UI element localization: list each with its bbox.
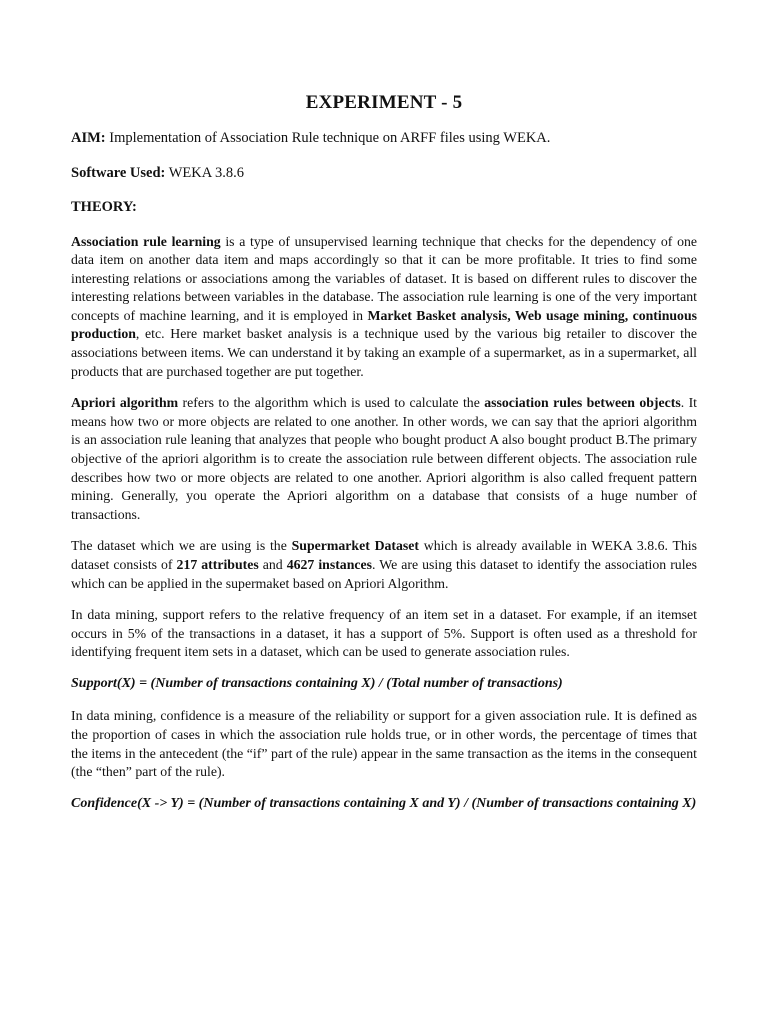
paragraph-association-rule-learning — [71, 233, 697, 382]
body-text: The dataset which we are using is the — [71, 538, 292, 554]
body-text: refers to the algorithm which is used to calculate the — [178, 395, 485, 411]
theory-heading-text: THEORY: — [71, 199, 137, 215]
bold-term: Association rule learning — [71, 233, 221, 249]
bold-term: 4627 instances — [286, 557, 372, 572]
aim-line — [71, 129, 697, 148]
document-page — [71, 92, 697, 827]
body-text: which is already available in WEKA 3.8.6. This dataset consists of — [71, 538, 697, 572]
software-label: Software Used: — [71, 164, 166, 181]
formula-support: Support(X) = (Number of transactions containing X) / (Total number of transactions) — [71, 675, 563, 691]
paragraph-dataset — [71, 537, 697, 593]
paragraph-support: In data mining, support refers to the relative frequency of an item set in a dataset. For example, if an itemset occurs in 5% of the transactions in a dataset, it has a support of 5%. Support is often used as a threshold for identifying frequent item sets in a dataset, which can be used to generate association rules. — [71, 607, 697, 660]
bold-term: association rules between objects — [484, 395, 681, 411]
aim-text: Implementation of Association Rule technique on ARFF files using WEKA. — [105, 130, 551, 146]
aim-label: AIM: — [71, 130, 106, 146]
bold-term: Apriori algorithm — [71, 395, 179, 411]
experiment-title: EXPERIMENT - 5 — [305, 92, 463, 113]
bold-term: Market Basket analysis, Web usage mining, continuous production — [71, 307, 697, 342]
bold-term: 217 attributes — [176, 557, 259, 572]
theory-heading — [71, 198, 697, 217]
software-text: WEKA 3.8.6 — [165, 164, 245, 181]
software-line — [71, 164, 697, 183]
formula-confidence: Confidence(X -> Y) = (Number of transactions containing X and Y) / (Number of transactions containing X) — [71, 795, 697, 811]
body-text: . It means how two or more objects are related to one another. In other words, we can say that the apriori algorithm is an association rule leaning that analyzes that people who bought product A also bought product B.The primary objective of the apriori algorithm is to create the association rule between different objects. The association rule describes how two or more objects are related to one another. Apriori algorithm is also called frequent pattern mining. Generally, you operate the Apriori algorithm on a database that consists of a huge number of transactions. — [71, 395, 698, 522]
body-text: is a type of unsupervised learning technique that checks for the dependency of one data item on another data item and maps accordingly so that it can be more profitable. It tries to find some interesting relations or associations among the variables of dataset. It is based on different rules to discover the interesting relations between variables in the database. The association rule learning is one of the very important concepts of machine learning, and it is employed in — [71, 233, 698, 323]
paragraph-confidence: In data mining, confidence is a measure of the reliability or support for a given association rule. It is defined as the proportion of cases in which the association rule holds true, or in other words, the percentage of times that the items in the antecedent (the “if” part of the rule) appear in the same transaction as the items in the consequent (the “then” part of the rule). — [71, 708, 697, 780]
paragraph-apriori-algorithm — [71, 394, 697, 524]
body-text: . We are using this dataset to identify the association rules which can be applied in the supermaket based on Apriori Algorithm. — [71, 557, 698, 591]
body-text: and — [258, 557, 287, 572]
bold-term: Supermarket Dataset — [291, 538, 420, 554]
body-text: , etc. Here market basket analysis is a technique used by the various big retailer to discover the associations between items. We can understand it by taking an example of a supermarket, as in a supermarket, all products that are purchased together are put together. — [71, 326, 697, 379]
